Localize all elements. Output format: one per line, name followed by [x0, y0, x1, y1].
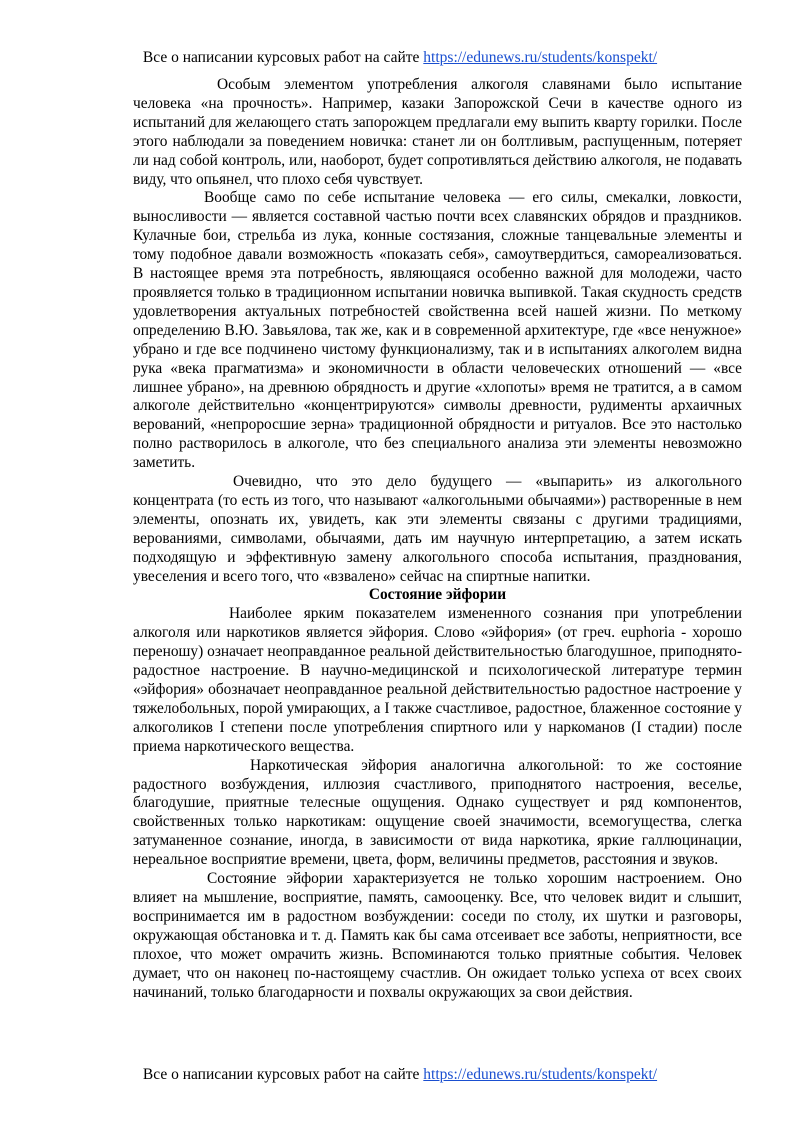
paragraph-3: Очевидно, что это дело будущего — «выпарить» из алкогольного концентрата (то есть из того, что называют «алкогольными обычаями») растворенные в нем элементы, опознать их, увидеть, как эти элементы связаны с другими традициями, верованиями, символами, обычаями, дать им научную интерпретацию, а затем искать подходящую и эффективную замену алкогольного способа испытания, празднования, увеселения и всего того, что «взвалено» сейчас на спиртные напитки.: [133, 473, 742, 585]
paragraph-6: Состояние эйфории характеризуется не только хорошим настроением. Оно влияет на мышление, восприятие, память, самооценку. Все, что человек видит и слышит, воспринимается им в радостном возбуждении: соседи по столу, их шутки и разговоры, окружающая обстановка и т. д. Память как бы сама отсеивает все заботы, неприятности, все плохое, что может омрачить жизнь. Вспоминаются только приятные события. Человек думает, что он наконец по-настоящему счастлив. Он ожидает только успеха от всех своих начинаний, только благодарности и похвалы окружающих за свои действия.: [133, 870, 742, 1001]
document-body: [133, 76, 742, 1002]
section-heading: Состояние эйфории: [368, 586, 507, 604]
page-footer: [0, 1065, 800, 1085]
header-link[interactable]: https://edunews.ru/students/konspekt/: [423, 49, 658, 66]
paragraph-2: Вообще само по себе испытание человека — его силы, смекалки, ловкости, выносливости — является составной частью почти всех славянских обрядов и праздников. Кулачные бои, стрельба из лука, конные состязания, сложные танцевальные элементы и тому подобное давали возможность «показать себя», самоутвердиться, самореализоваться. В настоящее время эта потребность, являющаяся особенно важной для молодежи, часто проявляется только в традиционном испытании новичка выпивкой. Такая скудность средств удовлетворения актуальных потребностей свойственна всей нашей жизни. По меткому определению В.Ю. Завьялова, так же, как и в современной архитектуре, где «все ненужное» убрано и где все подчинено чистому функционализму, так и в испытаниях алкоголем видна рука «века прагматизма» и экономичности в области человеческих отношений — «все лишнее убрано», на древнюю обрядность и другие «хлопоты» время не тратится, а в самом алкоголе действительно «концентрируются» символы древности, рудименты архаичных верований, «непроросшие зерна» традиционной обрядности и ритуалов. Все это настолько полно растворилось в алкоголе, что без специального анализа эти элементы невозможно заметить.: [133, 189, 742, 472]
page-header: [0, 48, 800, 68]
footer-text: Все о написании курсовых работ на сайте: [142, 1066, 420, 1083]
paragraph-5: Наркотическая эйфория аналогична алкогольной: то же состояние радостного возбуждения, иллюзия счастливого, приподнятого настроения, веселье, благодушие, приятные телесные ощущения. Однако существует и ряд компонентов, свойственных только наркотикам: ощущение своей значимости, всемогущества, слегка затуманенное сознание, иногда, в зависимости от вида наркотика, яркие галлюцинации, нереальное восприятие времени, цвета, форм, величины предметов, расстояния и звуков.: [133, 756, 742, 869]
paragraph-4: Наиболее ярким показателем измененного сознания при употреблении алкоголя или наркотиков является эйфория. Слово «эйфория» (от греч. euphoria - хорошо переношу) означает неоправданное реальной действительностью благодушное, приподнято-радостное настроение. В научно-медицинской и психологической литературе термин «эйфория» обозначает неоправданное реальной действительностью радостное настроение у тяжелобольных, порой умирающих, а I также счастливое, радостное, блаженное состояние у алкоголиков I степени после употребления спиртного или у наркоманов (I стадии) после приема наркотического вещества.: [133, 605, 742, 755]
footer-link[interactable]: https://edunews.ru/students/konspekt/: [423, 1066, 658, 1083]
header-text: Все о написании курсовых работ на сайте: [142, 49, 420, 66]
paragraph-1: Особым элементом употребления алкоголя славянами было испытание человека «на прочность». Например, казаки Запорожской Сечи в качестве одного из испытаний для желающего стать запорожцем предлагали ему выпить кварту горилки. После этого наблюдали за поведением новичка: станет ли он болтливым, распущенным, потеряет ли над собой контроль, или, наоборот, будет сопротивляться действию алкоголя, не подавать виду, что опьянел, что плохо себя чувствует.: [133, 76, 742, 188]
